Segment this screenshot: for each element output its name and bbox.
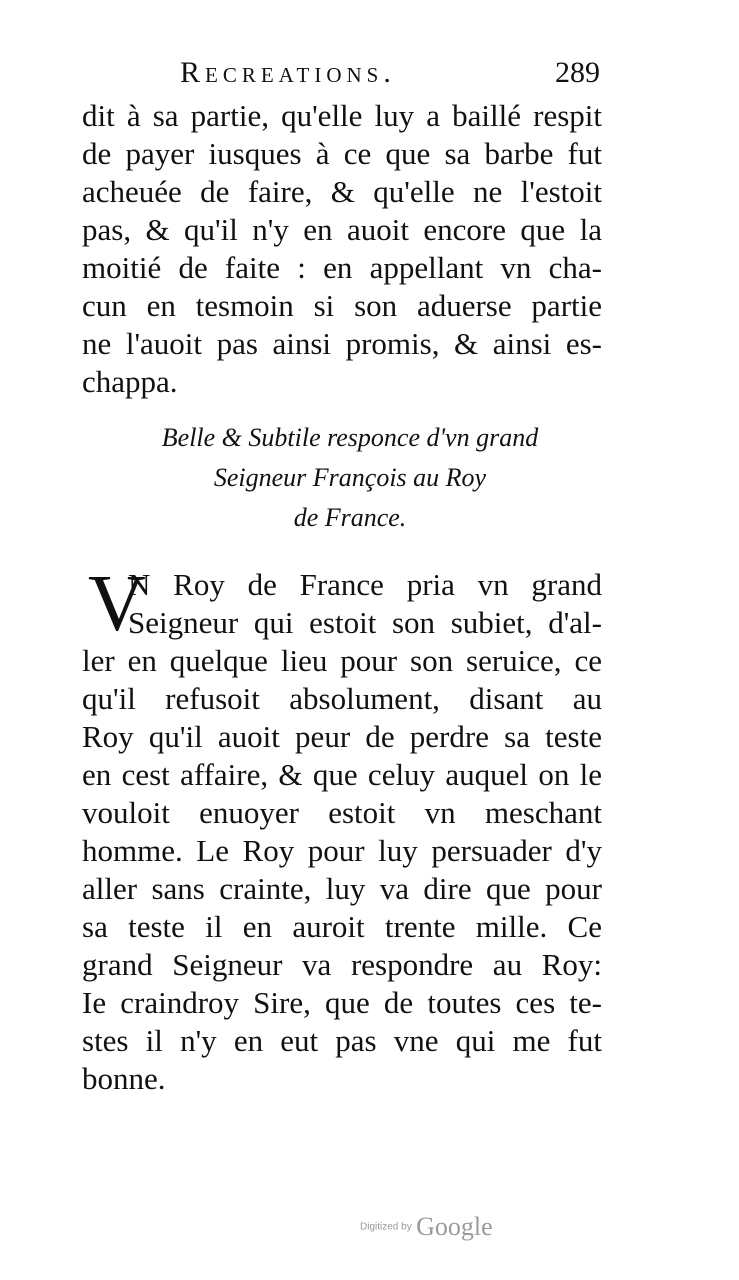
digitized-label: Digitized by [360, 1221, 412, 1233]
running-title: Recreations. [180, 56, 396, 89]
text-line: vouloit enuoyer estoit vn meschant [82, 795, 602, 830]
text-line: bonne. [82, 1061, 166, 1096]
continued-paragraph [82, 97, 602, 401]
section-heading [100, 418, 600, 538]
drop-cap: V [88, 560, 146, 648]
text-line: pas, & qu'il n'y en auoit encore que la [82, 212, 602, 247]
text-line: acheuée de faire, & qu'elle ne l'estoit [82, 174, 602, 209]
text-line: cun en tesmoin si son aduerse partie [82, 288, 602, 323]
heading-line: Seigneur François au Roy [213, 463, 487, 492]
text-line: aller sans crainte, luy va dire que pour [82, 871, 602, 906]
google-brand: Google [416, 1212, 493, 1241]
text-line: qu'il refusoit absolument, disant au [82, 681, 602, 716]
heading-line: de France. [293, 503, 407, 532]
text-line: Ie craindroy Sire, que de toutes ces te- [82, 985, 602, 1020]
text-line: homme. Le Roy pour luy persuader d'y [82, 833, 602, 868]
text-line: chappa. [82, 364, 178, 399]
text-line: N Roy de France pria vn grand [128, 567, 602, 602]
text-line: ne l'auoit pas ainsi promis, & ainsi es- [82, 326, 602, 361]
text-line: sa teste il en auroit trente mille. Ce [82, 909, 602, 944]
text-line: grand Seigneur va respondre au Roy: [82, 947, 602, 982]
page-number: 289 [555, 56, 600, 89]
text-line: ler en quelque lieu pour son seruice, ce [82, 643, 602, 678]
text-line: de payer iusques à ce que sa barbe fut [82, 136, 602, 171]
text-line: dit à sa partie, qu'elle luy a baillé respit [82, 98, 602, 133]
digitized-watermark [360, 1212, 493, 1242]
text-line: Roy qu'il auoit peur de perdre sa teste [82, 719, 602, 754]
text-line: en cest affaire, & que celuy auquel on le [82, 757, 602, 792]
text-line: Seigneur qui estoit son subiet, d'al- [128, 605, 602, 640]
section-paragraph [82, 560, 602, 1098]
heading-line: Belle & Subtile responce d'vn grand [161, 423, 539, 452]
text-line: stes il n'y en eut pas vne qui me fut [82, 1023, 602, 1058]
running-head [180, 56, 600, 90]
text-line: moitié de faite : en appellant vn cha- [82, 250, 602, 285]
